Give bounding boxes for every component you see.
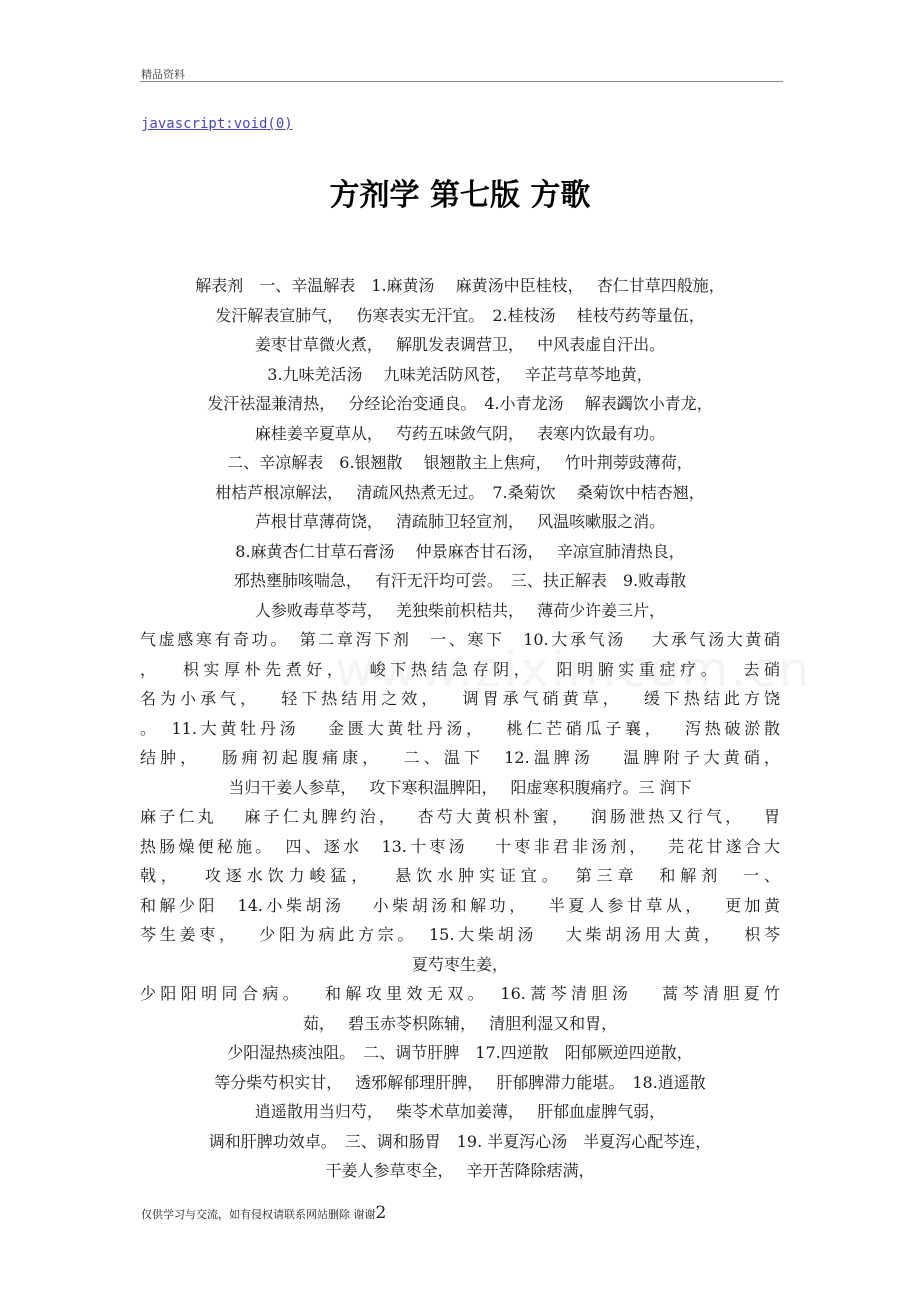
header-label: 精品资料	[141, 68, 185, 81]
text-line: 名为小承气， 轻下热结用之效， 调胃承气硝黄草， 缓下热结此方饶	[140, 689, 780, 708]
text-line: 调和肝脾功效卓。 三、调和肠胃 19. 半夏泻心汤 半夏泻心配芩连，	[208, 1131, 712, 1151]
javascript-link[interactable]: javascript:void(0)	[141, 116, 293, 132]
text-line: 等分柴芍枳实甘， 透邪解郁理肝脾， 肝郁脾滞力能堪。 18.逍遥散	[214, 1072, 706, 1092]
text-line: 8.麻黄杏仁甘草石膏汤 仲景麻杏甘石汤， 辛凉宣肺清热良，	[235, 541, 685, 561]
footer	[141, 1203, 386, 1223]
text-line: 茹， 碧玉赤苓枳陈辅， 清胆利湿又和胃，	[302, 1013, 618, 1033]
text-line: 少阳湿热痰浊阻。 二、调节肝脾 17.四逆散 阳郁厥逆四逆散，	[227, 1043, 693, 1062]
text-line: 戟， 攻逐水饮力峻猛， 悬饮水肿实证宜。 第三章 和解剂 一、	[140, 866, 780, 885]
text-line: 3.九味羌活汤 九味羌活防风苍， 辛芷芎草芩地黄，	[267, 364, 653, 384]
text-line: 柑桔芦根凉解法， 清疏风热煮无过。 7.桑菊饮 桑菊饮中桔杏翘，	[215, 482, 705, 502]
text-line: 姜枣甘草微火煮， 解肌发表调营卫， 中风表虚自汗出。	[254, 335, 666, 354]
text-line: 当归干姜人参草， 攻下寒积温脾阳， 阳虚寒积腹痛疗。三 润下	[228, 777, 692, 797]
text-line: 热肠燥便秘施。 四、逐水 13.十枣汤 十枣非君非汤剂， 芫花甘遂合大	[140, 836, 780, 856]
text-line: 夏芍枣生姜，	[411, 954, 508, 974]
text-line: 芦根甘草薄荷饶， 清疏肺卫轻宣剂， 风温咳嗽服之消。	[254, 512, 666, 531]
text-line: 气虚感寒有奇功。 第二章泻下剂 一、寒下 10.大承气汤 大承气汤大黄硝	[140, 630, 780, 649]
text-line: ， 枳实厚朴先煮好， 峻下热结急存阴， 阳明腑实重症疗。 去硝	[140, 659, 780, 679]
page-number: 2	[375, 1203, 387, 1223]
text-line: 邪热壅肺咳喘急， 有汗无汗均可尝。 三、扶正解表 9.败毒散	[233, 571, 687, 590]
header-divider	[140, 81, 783, 82]
text-line: 结肿， 肠痈初起腹痛康， 二、温下 12.温脾汤 温脾附子大黄硝，	[140, 748, 780, 767]
text-line: 和解少阳 14.小柴胡汤 小柴胡汤和解功， 半夏人参甘草从， 更加黄	[140, 895, 780, 915]
text-line: 麻子仁丸 麻子仁丸脾约治， 杏芍大黄枳朴蜜， 润肠泄热又行气， 胃	[140, 807, 780, 826]
text-line: 干姜人参草枣全， 辛开苦降除痞满，	[325, 1161, 595, 1180]
text-line: 人参败毒草苓芎， 羌独柴前枳桔共， 薄荷少许姜三片，	[254, 600, 666, 620]
text-line: 麻桂姜辛夏草从， 芍药五味敛气阴， 表寒内饮最有功。	[254, 423, 666, 443]
text-line: 芩生姜枣， 少阳为病此方宗。 15.大柴胡汤 大柴胡汤用大黄， 枳芩	[140, 925, 780, 944]
page-title: 方剂学 第七版 方歌	[329, 178, 591, 213]
text-line: 少阳阳明同合病。 和解攻里效无双。 16.蒿芩清胆汤 蒿芩清胆夏竹	[140, 984, 780, 1003]
text-line: 。 11.大黄牡丹汤 金匮大黄牡丹汤， 桃仁芒硝瓜子襄， 泻热破淤散	[140, 718, 780, 738]
footer-text: 仅供学习与交流，如有侵权请联系网站删除 谢谢	[141, 1208, 376, 1221]
text-line: 解表剂 一、辛温解表 1.麻黄汤 麻黄汤中臣桂枝， 杏仁甘草四般施，	[195, 276, 725, 295]
text-line: 发汗解表宣肺气， 伤寒表实无汗宜。 2.桂枝汤 桂枝芍药等量伍，	[215, 305, 705, 325]
text-line: 发汗祛湿兼清热， 分经论治变通良。 4.小青龙汤 解表蠲饮小青龙，	[207, 394, 713, 413]
text-line: 逍遥散用当归芍， 柴苓术草加姜薄， 肝郁血虚脾气弱，	[254, 1102, 666, 1121]
text-line: 二、辛凉解表 6.银翘散 银翘散主上焦疴， 竹叶荆蒡豉薄荷，	[227, 453, 693, 472]
document-body	[140, 271, 780, 1186]
